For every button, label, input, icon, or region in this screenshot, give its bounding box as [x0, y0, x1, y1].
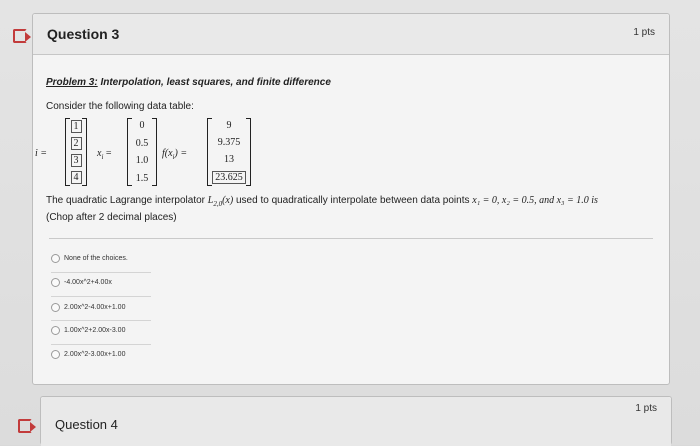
- radio-button[interactable]: [51, 350, 60, 359]
- radio-button[interactable]: [51, 254, 60, 263]
- option-divider: [51, 296, 151, 297]
- problem-title-prefix: Problem 3:: [46, 77, 98, 88]
- x-value: 0.5: [135, 137, 149, 149]
- i-vector: [65, 118, 87, 186]
- problem-title-rest: Interpolation, least squares, and finite difference: [97, 77, 331, 88]
- answer-option[interactable]: 1.00x^2+2.00x-3.00: [51, 326, 125, 335]
- f-vector: [207, 118, 251, 186]
- question-text: The quadratic Lagrange interpolator $L_{2,0}(x)$ used to quadratically interpolate between data points x₁ = 0, x₂ = 0.5, and x₃ = 1.0 is (Chop after 2 decimal places): [46, 195, 598, 223]
- problem-title: [46, 77, 331, 88]
- radio-button[interactable]: [51, 303, 60, 312]
- option-divider: [51, 344, 151, 345]
- radio-button[interactable]: [51, 326, 60, 335]
- flag-question-icon[interactable]: [18, 419, 32, 433]
- answer-option[interactable]: 2.00x^2-3.00x+1.00: [51, 350, 125, 359]
- answer-option[interactable]: None of the choices.: [51, 254, 128, 263]
- intro-text: Consider the following data table:: [46, 101, 194, 112]
- question-4-header: [41, 397, 671, 446]
- flag-question-icon[interactable]: [13, 29, 27, 43]
- question-3-points: 1 pts: [633, 27, 655, 38]
- radio-button[interactable]: [51, 278, 60, 287]
- i-label: i =: [35, 148, 48, 159]
- f-label: $f(x_i)$ =: [162, 148, 188, 161]
- x-value: 1.5: [135, 172, 149, 184]
- x-label: $x_i$ =: [97, 148, 112, 161]
- question-divider: [49, 238, 653, 239]
- i-value: 1: [71, 120, 82, 133]
- option-divider: [51, 272, 151, 273]
- i-value: 3: [71, 154, 82, 167]
- f-value: 13: [224, 154, 234, 165]
- question-4-title: Question 4: [55, 417, 118, 432]
- f-value: 9: [226, 120, 232, 131]
- answer-option[interactable]: 2.00x^2-4.00x+1.00: [51, 303, 125, 312]
- question-3-header: [33, 14, 669, 55]
- answer-option[interactable]: -4.00x^2+4.00x: [51, 278, 112, 287]
- f-value: 23.625: [212, 171, 246, 184]
- i-value: 2: [71, 137, 82, 150]
- option-divider: [51, 320, 151, 321]
- question-3-card: [32, 13, 670, 385]
- x-vector: [127, 118, 157, 186]
- question-4-points: 1 pts: [635, 403, 657, 414]
- question-4-card: [40, 396, 672, 445]
- x-value: 0: [139, 120, 145, 131]
- question-3-title: Question 3: [47, 26, 120, 42]
- i-value: 4: [71, 171, 82, 184]
- x-value: 1.0: [135, 155, 149, 167]
- f-value: 9.375: [217, 137, 241, 148]
